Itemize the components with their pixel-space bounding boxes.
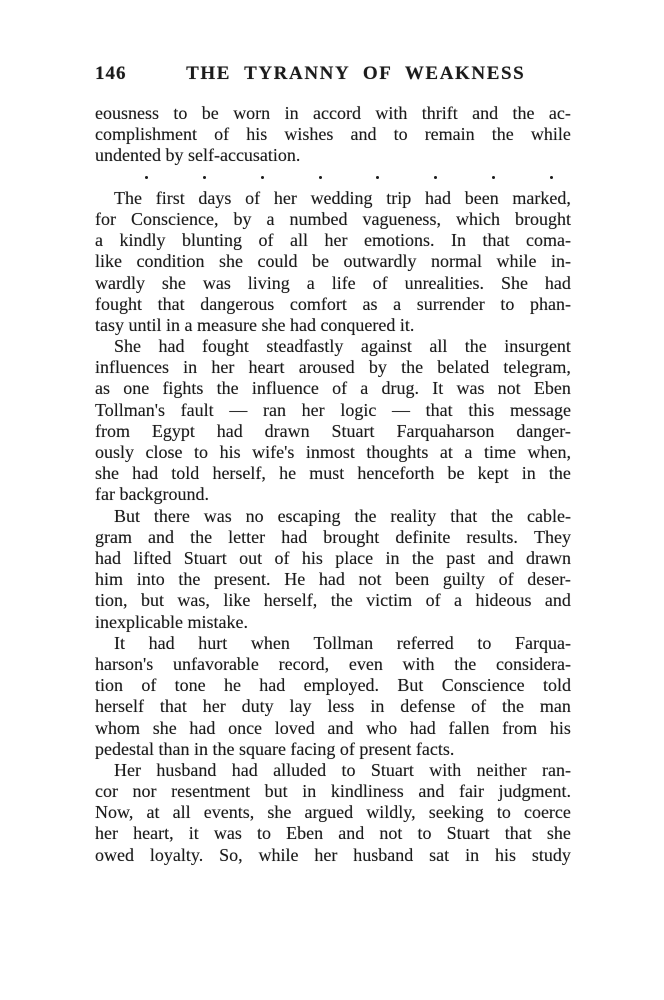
page-body	[95, 103, 571, 866]
text-line: eousness to be worn in accord with thrift and the ac-	[95, 103, 571, 123]
page-header	[95, 63, 571, 85]
paragraph	[95, 760, 571, 866]
paragraph	[95, 633, 571, 760]
separator-dot	[376, 176, 379, 179]
text-line: undented by self-accusation.	[95, 145, 301, 166]
paragraph	[95, 188, 571, 336]
separator-dot	[319, 176, 322, 179]
text-line: a kindly blunting of all her emotions. In that coma-	[95, 230, 571, 251]
text-line: herself that her duty lay less in defense of the man	[95, 696, 571, 717]
text-line: like condition she could be outwardly normal while in-	[95, 251, 571, 272]
paragraph	[95, 103, 571, 167]
separator-dot	[203, 176, 206, 179]
text-line: complishment of his wishes and to remain the while	[95, 124, 571, 145]
text-line: she had told herself, he must henceforth be kept in the	[95, 463, 571, 484]
section-separator	[95, 167, 571, 188]
text-line: owed loyalty. So, while her husband sat in his study	[95, 844, 571, 865]
text-line: pedestal than in the square facing of present facts.	[95, 738, 455, 759]
text-line: It had hurt when Tollman referred to Farqua-	[114, 632, 571, 653]
text-line: fought that dangerous comfort as a surrender to phan-	[95, 293, 571, 314]
text-line: for Conscience, by a numbed vagueness, which brought	[95, 208, 571, 229]
text-line: inexplicable mistake.	[95, 611, 248, 632]
text-line: whom she had once loved and who had fallen from his	[95, 717, 571, 738]
text-line: The first days of her wedding trip had been marked,	[114, 187, 571, 208]
text-line: influences in her heart aroused by the belated telegram,	[95, 357, 571, 378]
text-line: She had fought steadfastly against all the insurgent	[114, 336, 571, 357]
separator-dot	[550, 176, 553, 179]
text-line: from Egypt had drawn Stuart Farquaharson danger-	[95, 420, 571, 441]
text-line: But there was no escaping the reality that the cable-	[114, 505, 571, 526]
separator-dot	[261, 176, 264, 179]
text-line: as one fights the influence of a drug. It was not Eben	[95, 378, 571, 399]
text-line: harson's unfavorable record, even with the considera-	[95, 653, 571, 674]
text-line: had lifted Stuart out of his place in the past and drawn	[95, 547, 571, 568]
text-line: far background.	[95, 484, 209, 505]
separator-dot	[492, 176, 495, 179]
text-line: tasy until in a measure she had conquered it.	[95, 314, 415, 335]
text-line: tion, but was, like herself, the victim of a hideous and	[95, 590, 571, 611]
paragraph	[95, 506, 571, 633]
text-line: gram and the letter had brought definite results. They	[95, 526, 571, 547]
text-line: Now, at all events, she argued wildly, seeking to coerce	[95, 802, 571, 823]
text-line: him into the present. He had not been guilty of deser-	[95, 569, 571, 590]
page-number: 146	[95, 63, 127, 84]
text-line: tion of tone he had employed. But Conscience told	[95, 675, 571, 696]
text-line: wardly she was living a life of unrealities. She had	[95, 272, 571, 293]
text-line: Tollman's fault — ran her logic — that this message	[95, 399, 571, 420]
text-line: Her husband had alluded to Stuart with neither ran-	[114, 759, 571, 780]
separator-dot	[145, 176, 148, 179]
text-line: her heart, it was to Eben and not to Stuart that she	[95, 823, 571, 844]
running-title: THE TYRANNY OF WEAKNESS	[186, 63, 526, 84]
paragraph	[95, 336, 571, 506]
text-line: cor nor resentment but in kindliness and fair judgment.	[95, 781, 571, 802]
text-line: ously close to his wife's inmost thoughts at a time when,	[95, 442, 571, 463]
separator-dot	[434, 176, 437, 179]
